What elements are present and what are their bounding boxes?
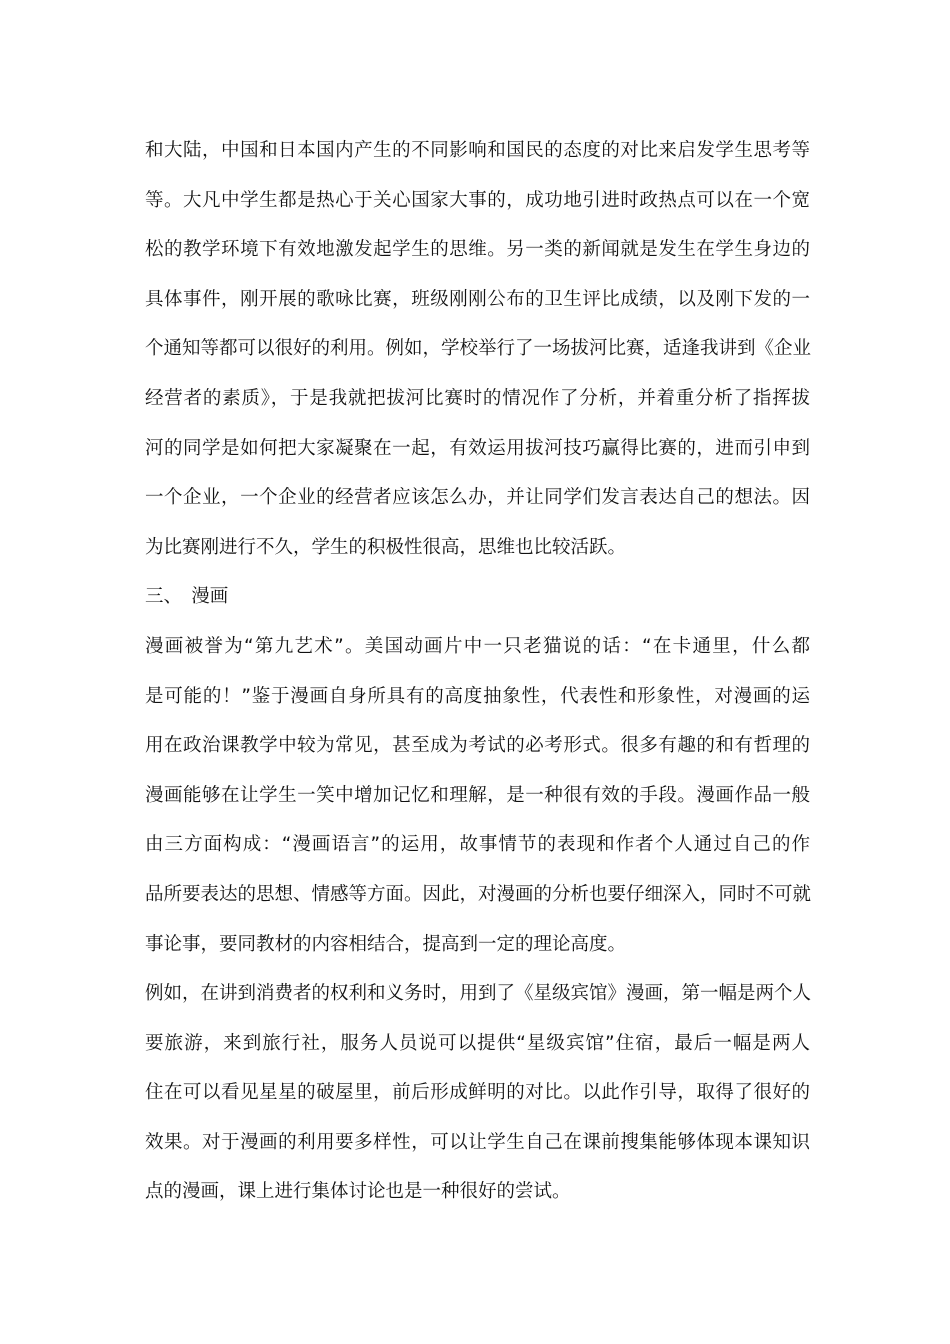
document-body [145,126,810,1217]
text-line: 具体事件，刚开展的歌咏比赛，班级刚刚公布的卫生评比成绩，以及刚下发的一 [145,288,810,310]
text-line: 漫画被誉为“第九艺术”。美国动画片中一只老猫说的话：“在卡通里，什么都 [145,635,810,657]
text-line: 和大陆，中国和日本国内产生的不同影响和国民的态度的对比来启发学生思考等 [145,140,810,161]
text-line: 效果。对于漫画的利用要多样性，可以让学生自己在课前搜集能够体现本课知识 [145,1131,810,1153]
paragraph-2 [145,622,810,969]
text-line: 用在政治课教学中较为常见，甚至成为考试的必考形式。很多有趣的和有哲理的 [145,735,810,757]
text-line: 等。大凡中学生都是热心于关心国家大事的，成功地引进时政热点可以在一个宽 [145,189,810,211]
text-line: 松的教学环境下有效地激发起学生的思维。另一类的新闻就是发生在学生身边的 [145,239,810,261]
text-line: 个通知等都可以很好的利用。例如，学校举行了一场拔河比赛，适逢我讲到《企业 [145,338,812,360]
text-line: 为比赛刚进行不久，学生的积极性很高，思维也比较活跃。 [145,536,627,558]
text-line: 漫画能够在让学生一笑中增加记忆和理解，是一种很有效的手段。漫画作品一般 [145,784,810,806]
text-line: 要旅游，来到旅行社，服务人员说可以提供“星级宾馆”住宿，最后一幅是两人 [145,1032,810,1054]
text-line: 点的漫画，课上进行集体讨论也是一种很好的尝试。 [145,1181,571,1203]
text-line: 事论事，要同教材的内容相结合，提高到一定的理论高度。 [145,933,627,955]
paragraph-1 [145,126,810,572]
section-heading: 三、 漫画 [145,586,229,608]
text-line: 例如，在讲到消费者的权利和义务时，用到了《星级宾馆》漫画，第一幅是两个人 [145,983,812,1005]
text-line: 品所要表达的思想、情感等方面。因此，对漫画的分析也要仔细深入，同时不可就 [145,883,812,905]
text-line: 经营者的素质》，于是我就把拔河比赛时的情况作了分析，并着重分析了指挥拔 [145,387,810,409]
text-line: 河的同学是如何把大家凝聚在一起，有效运用拔河技巧赢得比赛的，进而引申到 [145,437,810,459]
text-line: 住在可以看见星星的破屋里，前后形成鲜明的对比。以此作引导，取得了很好的 [145,1082,810,1104]
text-line: 是可能的！”鉴于漫画自身所具有的高度抽象性，代表性和形象性，对漫画的运 [145,685,810,707]
text-line: 一个企业，一个企业的经营者应该怎么办，并让同学们发言表达自己的想法。因 [145,487,810,509]
paragraph-3 [145,969,810,1217]
text-line: 由三方面构成：“漫画语言”的运用，故事情节的表现和作者个人通过自己的作 [145,834,810,856]
